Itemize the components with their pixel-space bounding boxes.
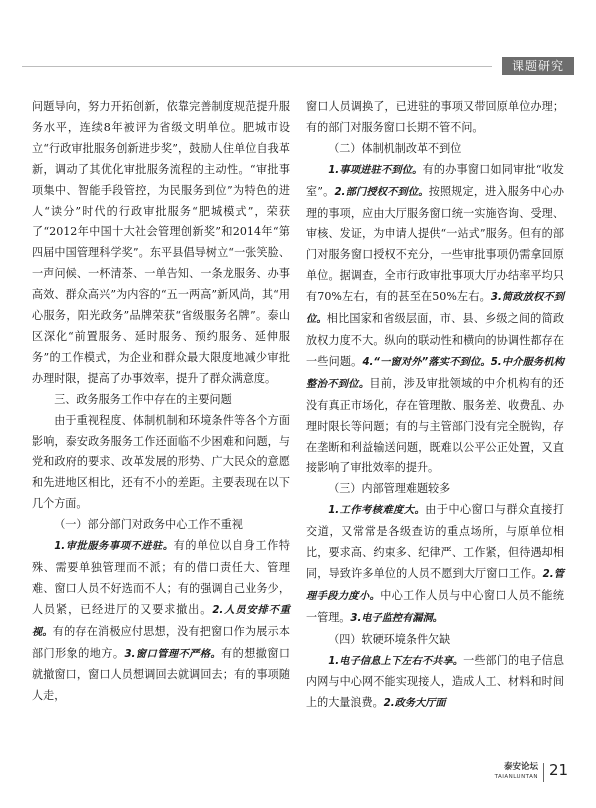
left-column	[32, 97, 290, 707]
section-heading: 三、政务服务工作中存在的主要问题	[54, 392, 232, 406]
text-run: 有的办事窗口如同审批“收发室”。	[306, 162, 564, 198]
emphasis: 3.窗口管理不严格。	[124, 648, 222, 660]
subsection-heading: （三）内部管理难题较多	[328, 482, 451, 496]
brand-cn: 泰安论坛	[503, 762, 538, 772]
emphasis: 1.事项进驻不到位。	[328, 164, 423, 176]
text-run: 相比国家和省级层面，市、县、乡级之间的简政放权力度不大。纵向的联动性和横向的协调性都存在一些问题。	[306, 312, 564, 368]
subsection-heading: （四）软硬环境条件欠缺	[328, 632, 451, 646]
emphasis: 2.管理手段力度小。	[306, 568, 564, 602]
section-tag: 课题研究	[502, 57, 574, 75]
emphasis: 1.审批服务事项不进驻。	[54, 541, 174, 553]
page-number: 21	[549, 761, 569, 779]
paragraph: 由于重视程度、体制机制和环境条件等各个方面影响，泰安政务服务工作还面临不少困难和问题，与党和政府的要求、改革发展的形势、广大民众的意愿和先进地区相比，还有不小的差距。主要表现在以下几个方面。	[32, 413, 290, 511]
paragraph: 问题导向，努力开拓创新，依靠完善制度规范提升服务水平，连续8年被评为省级文明单位。肥城市设立“行政审批服务创新进步奖”，鼓励人住单位自我革新，调动了其优化审批服务流程的主动性。“审批事项集中、智能手段管控，为民服务到位”为特色的进人“读分”时代的行政审批服务“肥城模式”，荣获了“2012年中国十大社会管理创新奖”和2014年“第四届中国管理科学奖”。东平县倡导树立“一张笑脸、一声问候、一杯清茶、一单告知、一条龙服务、办事高效、群众高兴”为内容的“五一两高”新风尚，其“用心服务，阳光政务”品牌荣获“省级服务名牌”。泰山区深化“前置服务、延时服务、预约服务、延伸服务”的工作模式，为企业和群众最大限度地减少审批办理时限，提高了办事效率，提升了群众满意度。	[32, 100, 290, 385]
paragraph: 窗口人员调换了，已进驻的事项又带回原单位办理；有的部门对服务窗口长期不管不问。	[306, 100, 564, 134]
brand-en: TAIANLUNTAN	[494, 774, 538, 780]
emphasis: 3.简政放权不到位。	[306, 292, 564, 326]
header-rule	[22, 66, 492, 67]
paragraph	[32, 536, 290, 707]
emphasis: 1.工作考核难度大。	[328, 505, 426, 517]
text-run: 有的存在消极应付思想，没有把窗口作为展示本部门形象的地方。	[32, 624, 290, 660]
emphasis: 3.电子监控有漏洞。	[350, 612, 443, 624]
emphasis: 2.政务大厅面	[383, 698, 446, 710]
text-run: 有的单位以自身工作特殊、需要单独管理而不派；有的借口责任大、管理难、窗口人员不好选而不人；有的强调自己业务少，人员紧，已经进厅的又要求撤出。	[32, 539, 290, 616]
emphasis: 2.部门授权不到位。	[334, 186, 429, 198]
text-run: 按照规定，进入服务中心办理的事项，应由大厅服务窗口统一实施咨询、受理、审核、发证，为申请人提供“一站式”服务。但有的部门对服务窗口授权不充分，一些审批事项仍需拿回原单位。据调查，全市行政审批事项大厅办结率平均只有70%左右，有的甚至在50%左右。	[306, 184, 564, 304]
emphasis: 1.电子信息上下左右不共享。	[328, 655, 464, 667]
right-column	[306, 97, 564, 715]
paragraph	[306, 160, 564, 480]
text-run: 目前，涉及审批领域的中介机构有的还没有真正市场化，存在管理散、服务差、收费乱、办理时限长等问题；有的与主管部门没有完全脱钩，存在垄断和利益输送问题，既难以公平公正处置，又直接影响了审批效率的提升。	[306, 376, 564, 475]
emphasis: 4.“一窗对外”落实不到位。	[362, 356, 491, 368]
text-run: 中心工作人员与中心窗口人员不能统一管理。	[306, 588, 564, 624]
emphasis: 5.中介服务机构整治不到位。	[306, 356, 564, 390]
emphasis: 2.人员安排不重视。	[32, 604, 290, 638]
text-run: 由于中心窗口与群众直接打交道，又常常是各级查访的重点场所，与原单位相比，要求高、约束多、纪律严、工作紧，但待遇却相同，导致许多单位的人员不愿到大厅窗口工作。	[306, 503, 564, 580]
footer-divider	[543, 763, 544, 782]
subsection-heading: （二）体制机制改革不到位	[328, 141, 462, 155]
paragraph	[306, 651, 564, 716]
text-run: 有的想撤窗口就撤窗口，窗口人员想调回去就调回去；有的事项随人走，	[32, 646, 290, 703]
publication-brand	[488, 762, 538, 781]
subsection-heading: （一）部分部门对政务中心工作不重视	[54, 518, 243, 532]
text-run: 一些部门的电子信息内网与中心网不能实现接人，造成人工、材料和时间上的大量浪费。	[306, 653, 564, 710]
paragraph	[306, 500, 564, 629]
